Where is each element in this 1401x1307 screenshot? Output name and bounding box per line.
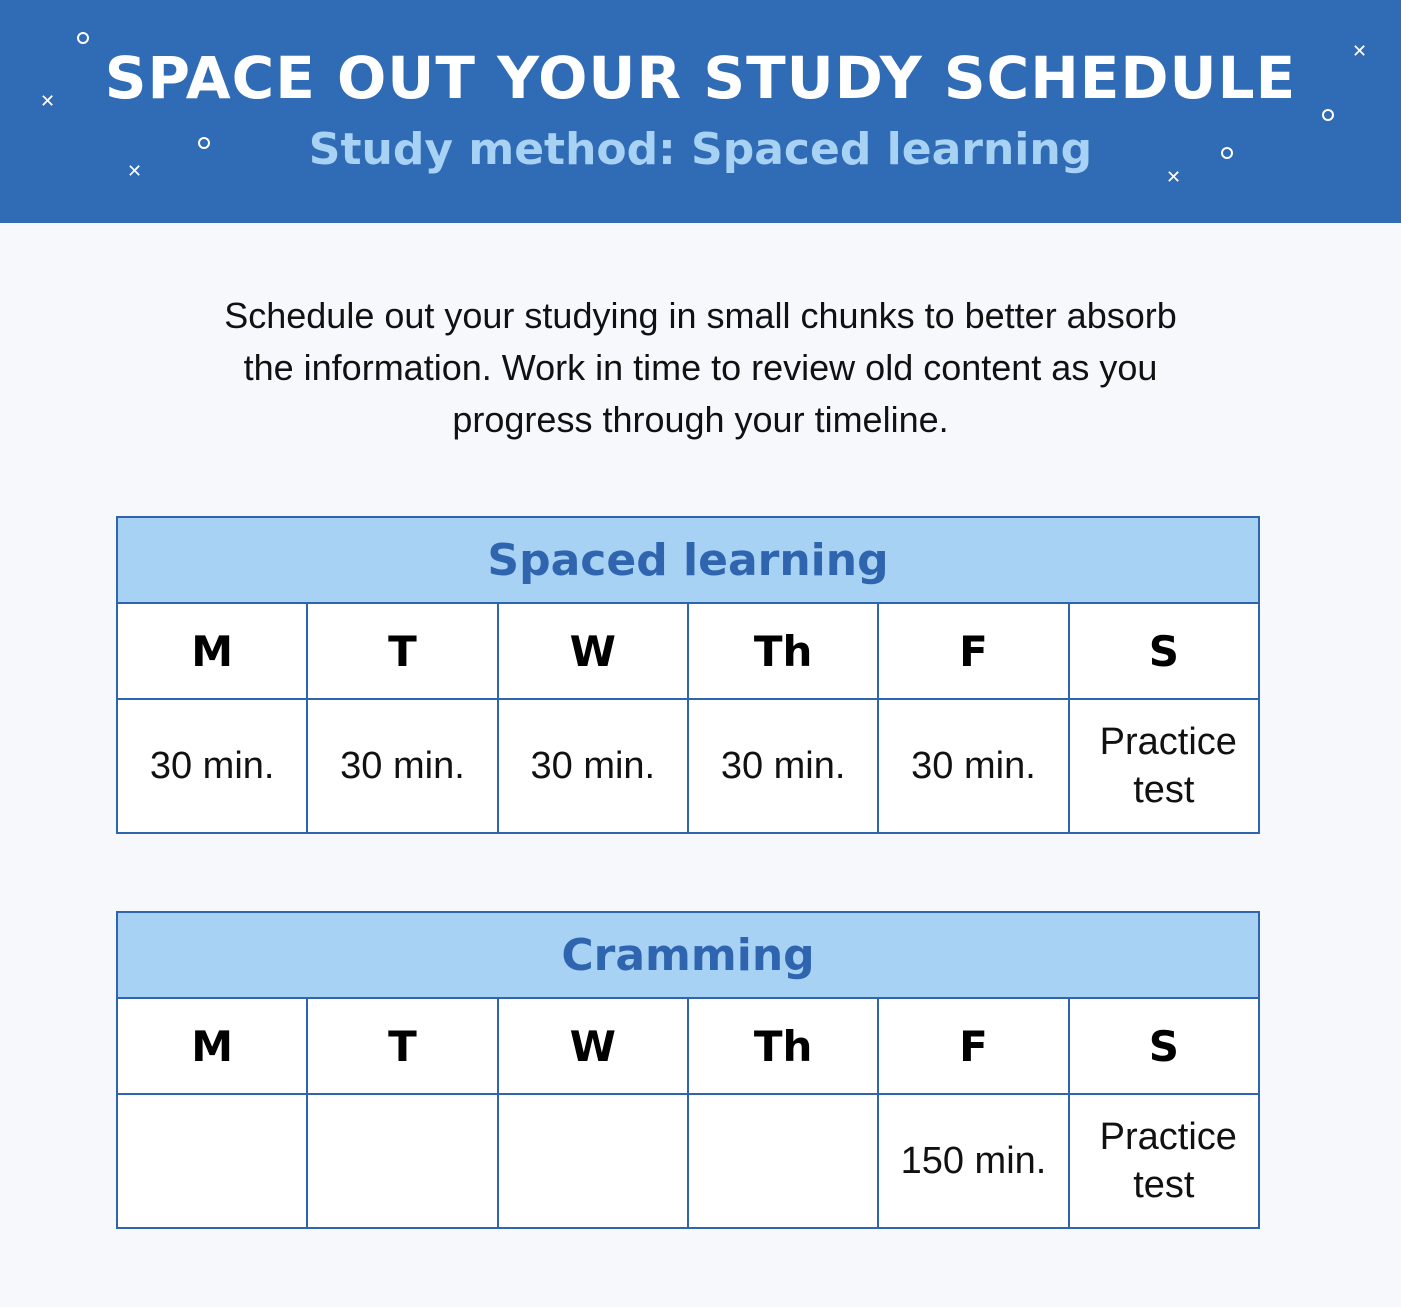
study-time-cell: 30 min. — [878, 699, 1068, 833]
study-time-cell — [307, 1094, 497, 1228]
table-title: Cramming — [117, 912, 1259, 998]
study-time-cell: Practice test — [1069, 699, 1259, 833]
day-header: M — [117, 603, 307, 699]
table-title: Spaced learning — [117, 517, 1259, 603]
study-time-cell: 30 min. — [307, 699, 497, 833]
day-header: Th — [688, 603, 878, 699]
cross-icon: ✕ — [1166, 167, 1182, 188]
study-time-cell — [688, 1094, 878, 1228]
day-header: T — [307, 998, 497, 1094]
day-header: S — [1069, 603, 1259, 699]
page-subtitle: Study method: Spaced learning — [308, 124, 1093, 175]
day-header: F — [878, 998, 1068, 1094]
study-time-cell: 30 min. — [688, 699, 878, 833]
study-time-cell: 30 min. — [117, 699, 307, 833]
study-time-cell: 150 min. — [878, 1094, 1068, 1228]
day-header: T — [307, 603, 497, 699]
spaced-learning-table — [116, 516, 1260, 834]
study-time-cell: Practice test — [1069, 1094, 1259, 1228]
day-header: M — [117, 998, 307, 1094]
day-header: Th — [688, 998, 878, 1094]
day-header: F — [878, 603, 1068, 699]
cross-icon: ✕ — [127, 161, 143, 182]
cramming-table — [116, 911, 1260, 1229]
cross-icon: ✕ — [40, 91, 56, 112]
page-title: SPACE OUT YOUR STUDY SCHEDULE — [104, 44, 1297, 112]
study-time-cell: 30 min. — [498, 699, 688, 833]
study-time-cell — [117, 1094, 307, 1228]
day-header: W — [498, 603, 688, 699]
study-time-cell — [498, 1094, 688, 1228]
day-header: W — [498, 998, 688, 1094]
intro-text: Schedule out your studying in small chunks to better absorb the information. Work in time to review old content as you progress through your timeline. — [224, 295, 1177, 440]
header-banner — [0, 0, 1401, 223]
cross-icon: ✕ — [1352, 41, 1368, 62]
day-header: S — [1069, 998, 1259, 1094]
